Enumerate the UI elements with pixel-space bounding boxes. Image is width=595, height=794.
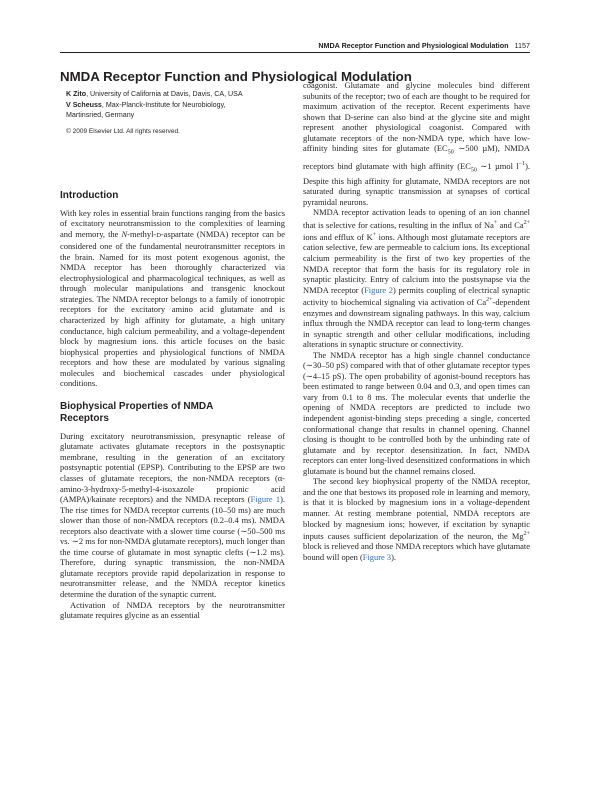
author-2-affiliation-cont: Martinsried, Germany (66, 111, 135, 120)
author-1-name: K Zito (66, 90, 87, 98)
left-column (60, 190, 285, 621)
author-block (66, 89, 306, 121)
biophysical-paragraph-2: Activation of NMDA receptors by the neurotransmitter glutamate requires glycine as an essential (60, 599, 285, 621)
figure-3-link[interactable]: Figure 3 (362, 551, 392, 562)
figure-1-link[interactable]: Figure 1 (250, 494, 281, 505)
author-1-affiliation: , University of California at Davis, Davis, CA, USA (86, 90, 243, 98)
right-column (303, 80, 530, 563)
author-1 (66, 89, 306, 100)
biophysical-heading: Biophysical Properties of NMDA Receptors (60, 400, 213, 425)
running-head-title: NMDA Receptor Function and Physiological Modulation (318, 41, 509, 50)
page-number: 1157 (514, 41, 530, 50)
ion-channel-paragraph: NMDA receptor activation leads to opening of an ion channel that is selective for cations, resulting in the influx of Na+ and $Ca^{2+}$ ions and efflux of K+ ions. Although most glutamate receptors are cation selective, few are permeable to calcium ions. Its exceptional calcium permeability is the first of two key properties of the NMDA receptor that form the basis for its regulatory role in synaptic plasticity. Entry of calcium into the postsynapse via the NMDA receptor (Figure 2) permits coupling of electrical synaptic activity to biochemical signaling via activation of $Ca^{2+}$-dependent enzymes and downstream signaling pathways. In this way, calcium influx through the NMDA receptor can lead to long-term changes in synaptic strength and other cellular modifications, including alterations in synaptic structure or connectivity. (303, 207, 530, 350)
intro-paragraph: With key roles in essential brain functions ranging from the basics of excitatory neurotransmission to the complexities of learning and memory, the N-methyl-D-aspartate (NMDA) receptor can be considered one of the fundamental neurotransmitter receptors in the brain. Named for its most potent exogenous agonist, the NMDA receptor has been thoroughly characterized via electrophysiological and pharmacological techniques, as well as through molecular manipulations and transgenic knockout strategies. The NMDA receptor belongs to a family of ionotropic receptors for the excitatory amino acid glutamate and is characterized by high affinity for glutamate, a high unitary conductance, high calcium permeability, and a voltage-dependent block by magnesium ions. this article focuses on the basic biophysical properties and physiological functions of NMDA receptors and how these are modulated by various signaling molecules and biochemical cascades under physiological conditions. (60, 207, 285, 389)
biophysical-paragraph-1: During excitatory neurotransmission, presynaptic release of glutamate activates glutamate receptors in the postsynaptic membrane, resulting in the generation of an excitatory postsynaptic potential (EPSP). Contributing to the EPSP are two classes of glutamate receptors, the non-NMDA receptors (α-amino-3-hydroxy-5-methyl-4-isoxazole propionic acid (AMPA)/kainate receptors) and the NMDA receptors (Figure 1). The rise times for NMDA receptor currents (10–50 ms) are much slower than those of non-NMDA receptors (0.2–0.4 ms). NMDA receptors also deactivate with a slower time course (∼50–500 ms vs. ∼2 ms for non-NMDA glutamate receptors), much longer than the time course of glutamate in most synaptic clefts (∼1.2 ms). Therefore, during synaptic transmission, the non-NMDA glutamate receptors provide rapid depolarization in response to neurotransmitter release, and the NMDA receptor kinetics determine the duration of the synaptic current. (60, 430, 285, 599)
magnesium-block-paragraph: The second key biophysical property of the NMDA receptor, and the one that bestows its proposed role in learning and memory, is that it is blocked by magnesium ions in a voltage-dependent manner. At resting membrane potential, NMDA receptors are blocked by magnesium ions; however, if excitation by synaptic inputs causes sufficient depolarization of the neuron, the $Mg^{2+}$ block is relieved and those NMDA receptors which have glutamate bound will open (Figure 3). (303, 476, 530, 562)
author-2-affiliation: , Max-Planck-Institute for Neurobiology, (101, 100, 226, 109)
article-title: NMDA Receptor Function and Physiological Modulation (60, 69, 412, 84)
intro-heading: Introduction (60, 190, 119, 201)
author-2 (66, 100, 306, 111)
author-2-name: V Scheuss (66, 100, 102, 109)
running-head (0, 41, 530, 50)
header-rule (60, 52, 530, 53)
copyright-line: © 2009 Elsevier Ltd. All rights reserved. (66, 128, 180, 135)
figure-2-link[interactable]: Figure 2 (364, 284, 393, 295)
coagonist-paragraph: coagonist. Glutamate and glycine molecules bind different subunits of the receptor; two of each are thought to be required for maximum activation of the receptor. Recent experiments have shown that D-serine can also bind at the glycine site and might represent another physiological coagonist. Compared with glutamate receptors of the non-NMDA type, which have low-affinity binding sites for glutamate ($EC_{50}$ ∼500 µM), NMDA receptors bind glutamate with high affinity ($EC_{50}$ ∼1 µmol $l^{-1}$). Despite this high affinity for glutamate, NMDA receptors are not saturated during synaptic transmission at synapses of cortical pyramidal neurons. (303, 80, 530, 207)
conductance-paragraph: The NMDA receptor has a high single channel conductance (∼30–50 pS) compared with that of other glutamate receptor types (∼4–15 pS). The open probability of agonist-bound receptors has been estimated to range between 0.04 and 0.3, and open times can vary from 0.1 to 8 ms. The molecular events that underlie the opening of NMDA receptors are predicted to include two independent agonist-binding steps preceding a single, concerted conformational change that results in channel opening. Channel closing is thought to be controlled both by the unbinding rate of glutamate and by receptor desensitization. In fact, NMDA receptors can enter long-lived desensitized conformations in which glutamate is bound but the channel remains closed. (303, 349, 530, 476)
